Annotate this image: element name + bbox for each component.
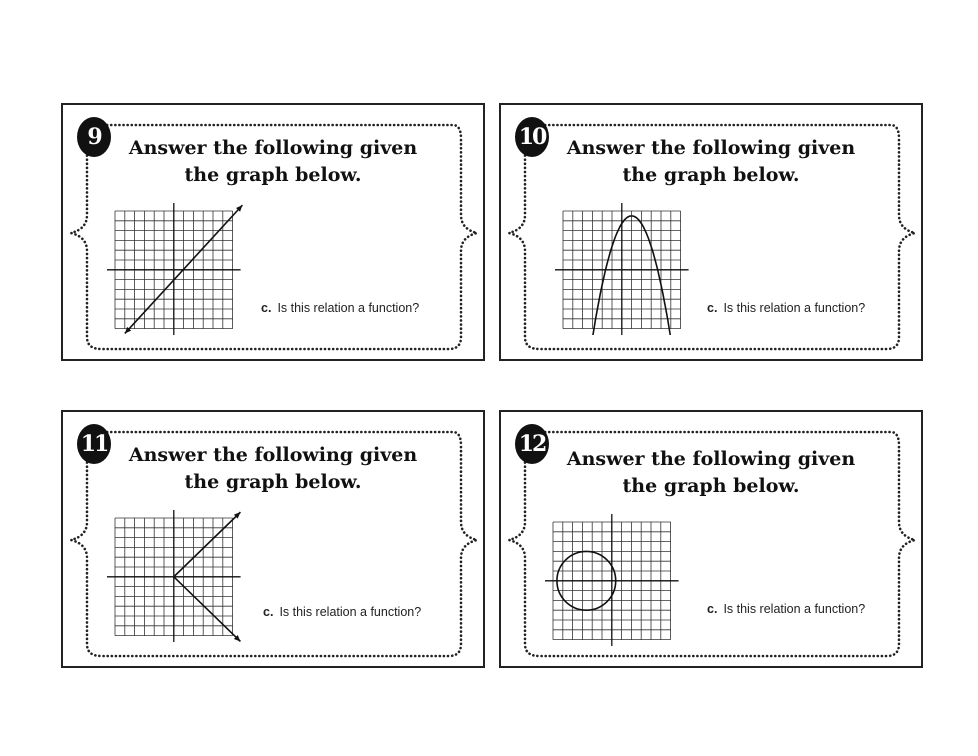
card-title-line2: the graph below. — [184, 471, 362, 493]
question-letter: c. — [707, 602, 718, 616]
task-card-11 — [61, 410, 485, 668]
question-text: Is this relation a function? — [723, 602, 866, 616]
task-card-9 — [61, 103, 485, 361]
question-text: Is this relation a function? — [279, 605, 422, 619]
question-c — [263, 605, 421, 619]
card-number-badge: 12 — [515, 424, 549, 464]
circle-graph-icon — [543, 512, 683, 646]
card-title-line1: Answer the following given — [128, 444, 418, 466]
sideways-v-graph-icon — [105, 508, 245, 642]
card-title-line1: Answer the following given — [566, 137, 856, 159]
question-text: Is this relation a function? — [723, 301, 866, 315]
card-number-badge: 9 — [77, 117, 111, 157]
card-number-badge: 10 — [515, 117, 549, 157]
task-card-10 — [499, 103, 923, 361]
question-c — [707, 602, 865, 616]
question-letter: c. — [707, 301, 718, 315]
card-title-line2: the graph below. — [622, 475, 800, 497]
card-title-line1: Answer the following given — [128, 137, 418, 159]
question-letter: c. — [263, 605, 274, 619]
question-text: Is this relation a function? — [277, 301, 420, 315]
card-title-line1: Answer the following given — [566, 448, 856, 470]
card-title-line2: the graph below. — [622, 164, 800, 186]
question-c — [261, 301, 419, 315]
task-card-12 — [499, 410, 923, 668]
line-graph-icon — [105, 201, 245, 335]
parabola-graph-icon — [553, 201, 693, 335]
card-number-badge: 11 — [77, 424, 111, 464]
question-c — [707, 301, 865, 315]
question-letter: c. — [261, 301, 272, 315]
card-title-line2: the graph below. — [184, 164, 362, 186]
